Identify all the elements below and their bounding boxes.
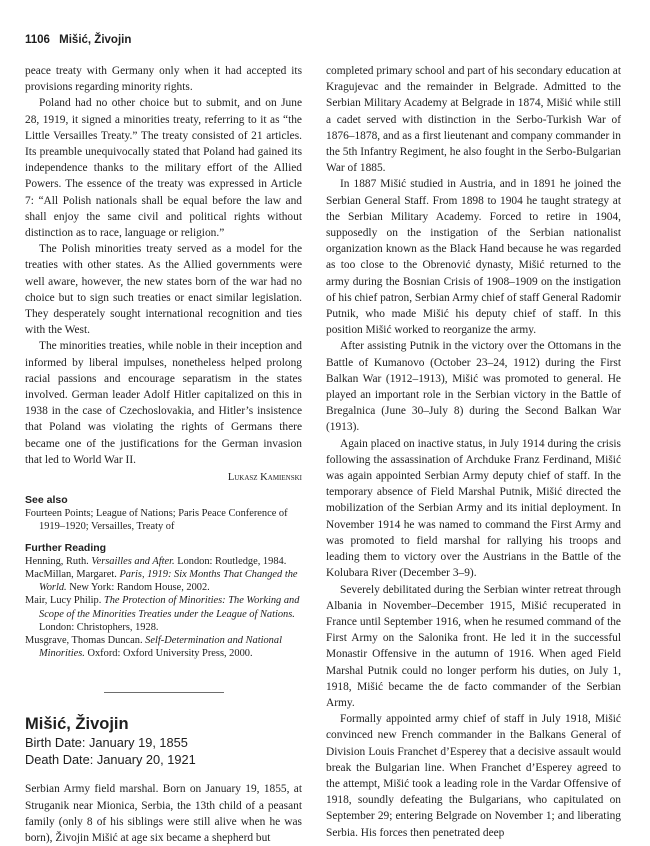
reference-item: MacMillan, Margaret. Paris, 1919: Six Months That Changed the World. New York: Random House, 2002. bbox=[25, 568, 298, 594]
death-date: Death Date: January 20, 1921 bbox=[25, 752, 196, 768]
paragraph: peace treaty with Germany only when it had accepted its provisions regarding minority rights. bbox=[25, 65, 302, 94]
see-also-heading: See also bbox=[25, 494, 68, 507]
running-title: Mišić, Živojin bbox=[59, 34, 132, 46]
page-number: 1106 bbox=[25, 34, 50, 46]
paragraph: In 1887 Mišić studied in Austria, and in 1891 he joined the Serbian General Staff. From 1898 to 1904 he taught strategy at the Serbian Military Academy. Forced to retire in 1904, supposedly on the instigation of the Serbian nationalist organization known as the Black Hand because he was regarded as too close to the Obrenović dynasty, Mišić returned to the army during the Bosnian Crisis of 1908–1909 on the instigation of his chief patron, Serbian Army chief of staff General Radomir Putnik, who made Mišić his deputy chief of staff. In this position Mišić worked to reorganize the army. bbox=[326, 178, 621, 337]
reference-item: Musgrave, Thomas Duncan. Self-Determination and National Minorities. Oxford: Oxford University Press, 2000. bbox=[25, 634, 282, 660]
paragraph: completed primary school and part of his secondary education at Kragujevac and the remainder in Belgrade. Admitted to the Serbian Military Academy at Belgrade in 1874, Mišić while still a cadet served with distinction in the Serbo-Turkish War of 1876–1878, and as a first lieutenant and company commander in the 5th Infantry Regiment, he also fought in the Serbo-Bulgarian War of 1885. bbox=[326, 65, 621, 175]
entry-intro: Serbian Army field marshal. Born on January 19, 1855, at Struganik near Mionica, Serbia, the 13th child of a peasant family (only 8 of his siblings were still alive when he was born), Živojin Mišić at age six became a shepherd but bbox=[25, 783, 302, 844]
paragraph: Again placed on inactive status, in July 1914 during the crisis following the assassination of Archduke Franz Ferdinand, Mišić was again appointed Serbian Army deputy chief of staff. In the temporary absence of Field Marshal Putnik, Mišić directed the mobilization of the Serbian Army and its initial deployment. In November 1914 he was named to command the First Army and was promoted to field marshal for rallying his troops and leading them to victory over the Austrians in the Battle of the Kolubara River (December 3–9). bbox=[326, 437, 621, 580]
entry-title: Mišić, Živojin bbox=[25, 715, 129, 734]
paragraph: The minorities treaties, while noble in their inception and informed by liberal impulses, nonetheless helped prolong racial passions and encourage separatism in the states involved. German leader Adolf Hitler capitalized on this in 1938 in the case of Czechoslovakia, and Hitler’s insistence that Poland was violating the rights of Germans there became one of the justifications for the German invasion that led to World War II. bbox=[25, 340, 302, 466]
paragraph: Severely debilitated during the Serbian winter retreat through Albania in November–December 1915, Mišić recuperated in France until September 1916, when he resumed command of the First Army on the Salonika front. He led it in the successful Monastir Offensive in the autumn of 1916. When aged Field Marshal Putnik could no longer perform his duties, on July 1, 1918, Mišić became the de facto commander of the Serbian Army. bbox=[326, 583, 621, 709]
further-reading-heading: Further Reading bbox=[25, 541, 107, 554]
reference-title: Versailles and After. bbox=[91, 555, 175, 567]
article-author: Lukasz Kamienski bbox=[227, 472, 302, 484]
birth-date: Birth Date: January 19, 1855 bbox=[25, 735, 188, 751]
reference-title: Paris, 1919: Six Months That Changed the World. bbox=[39, 568, 298, 594]
left-column bbox=[25, 63, 302, 846]
paragraph: Poland had no other choice but to submit, and on June 28, 1919, it signed a minorities treaty, referring to it as “the Little Versailles Treaty.” The treaty consisted of 21 articles. Its preamble unequivocally stated that Poland had gained its independence thanks to the military effort of the Allied Powers. The essence of the treaty was expressed in Article 7: “All Polish nationals shall be equal before the law and shall enjoy the same civil and political rights without distinction as to race, language or religion.” bbox=[25, 97, 302, 240]
right-column bbox=[326, 63, 621, 841]
see-also-list: Fourteen Points; League of Nations; Paris Peace Conference of 1919–1920; Versailles, Treaty of bbox=[25, 508, 288, 533]
reference-title: The Protection of Minorities: The Working and Scope of the Minorities Treaties under the League of Nations. bbox=[39, 595, 300, 620]
paragraph: After assisting Putnik in the victory over the Ottomans in the Battle of Kumanovo (October 23–24, 1912) during the First Balkan War (1912–1913), Mišić was promoted to general. He played an important role in the Serbian victory in the Battle of Bregalnica (June 30–July 8) during the Second Balkan War (1913). bbox=[326, 340, 621, 434]
reference-title: Self-Determination and National Minorities. bbox=[39, 634, 282, 660]
paragraph: The Polish minorities treaty served as a model for the treaties with other states. As the Allied governments were well aware, however, the new states born of the war had no choice but to sign such treaties or enact similar legislation. They desperately sought international recognition and ties with the West. bbox=[25, 243, 302, 337]
reference-item: Henning, Ruth. Versailles and After. London: Routledge, 1984. bbox=[25, 555, 287, 567]
section-divider bbox=[104, 692, 224, 693]
paragraph: Formally appointed army chief of staff in July 1918, Mišić convinced new French commander in the Balkans General of Division Louis Franchet d’Esperey that a decisive assault would break the Bulgarian line. When Franchet d’Esperey agreed to the attempt, Mišić took a leading role in the Vardar Offensive of 1918, soundly defeating the Bulgarians, who capitulated on September 29; entering Belgrade on November 1; and liberating Serbia. His forces then penetrated deep bbox=[326, 713, 621, 839]
running-header bbox=[25, 34, 131, 46]
reference-item: Mair, Lucy Philip. The Protection of Minorities: The Working and Scope of the Minorities Treaties under the League of Nations. London: Christophers, 1928. bbox=[25, 595, 300, 633]
